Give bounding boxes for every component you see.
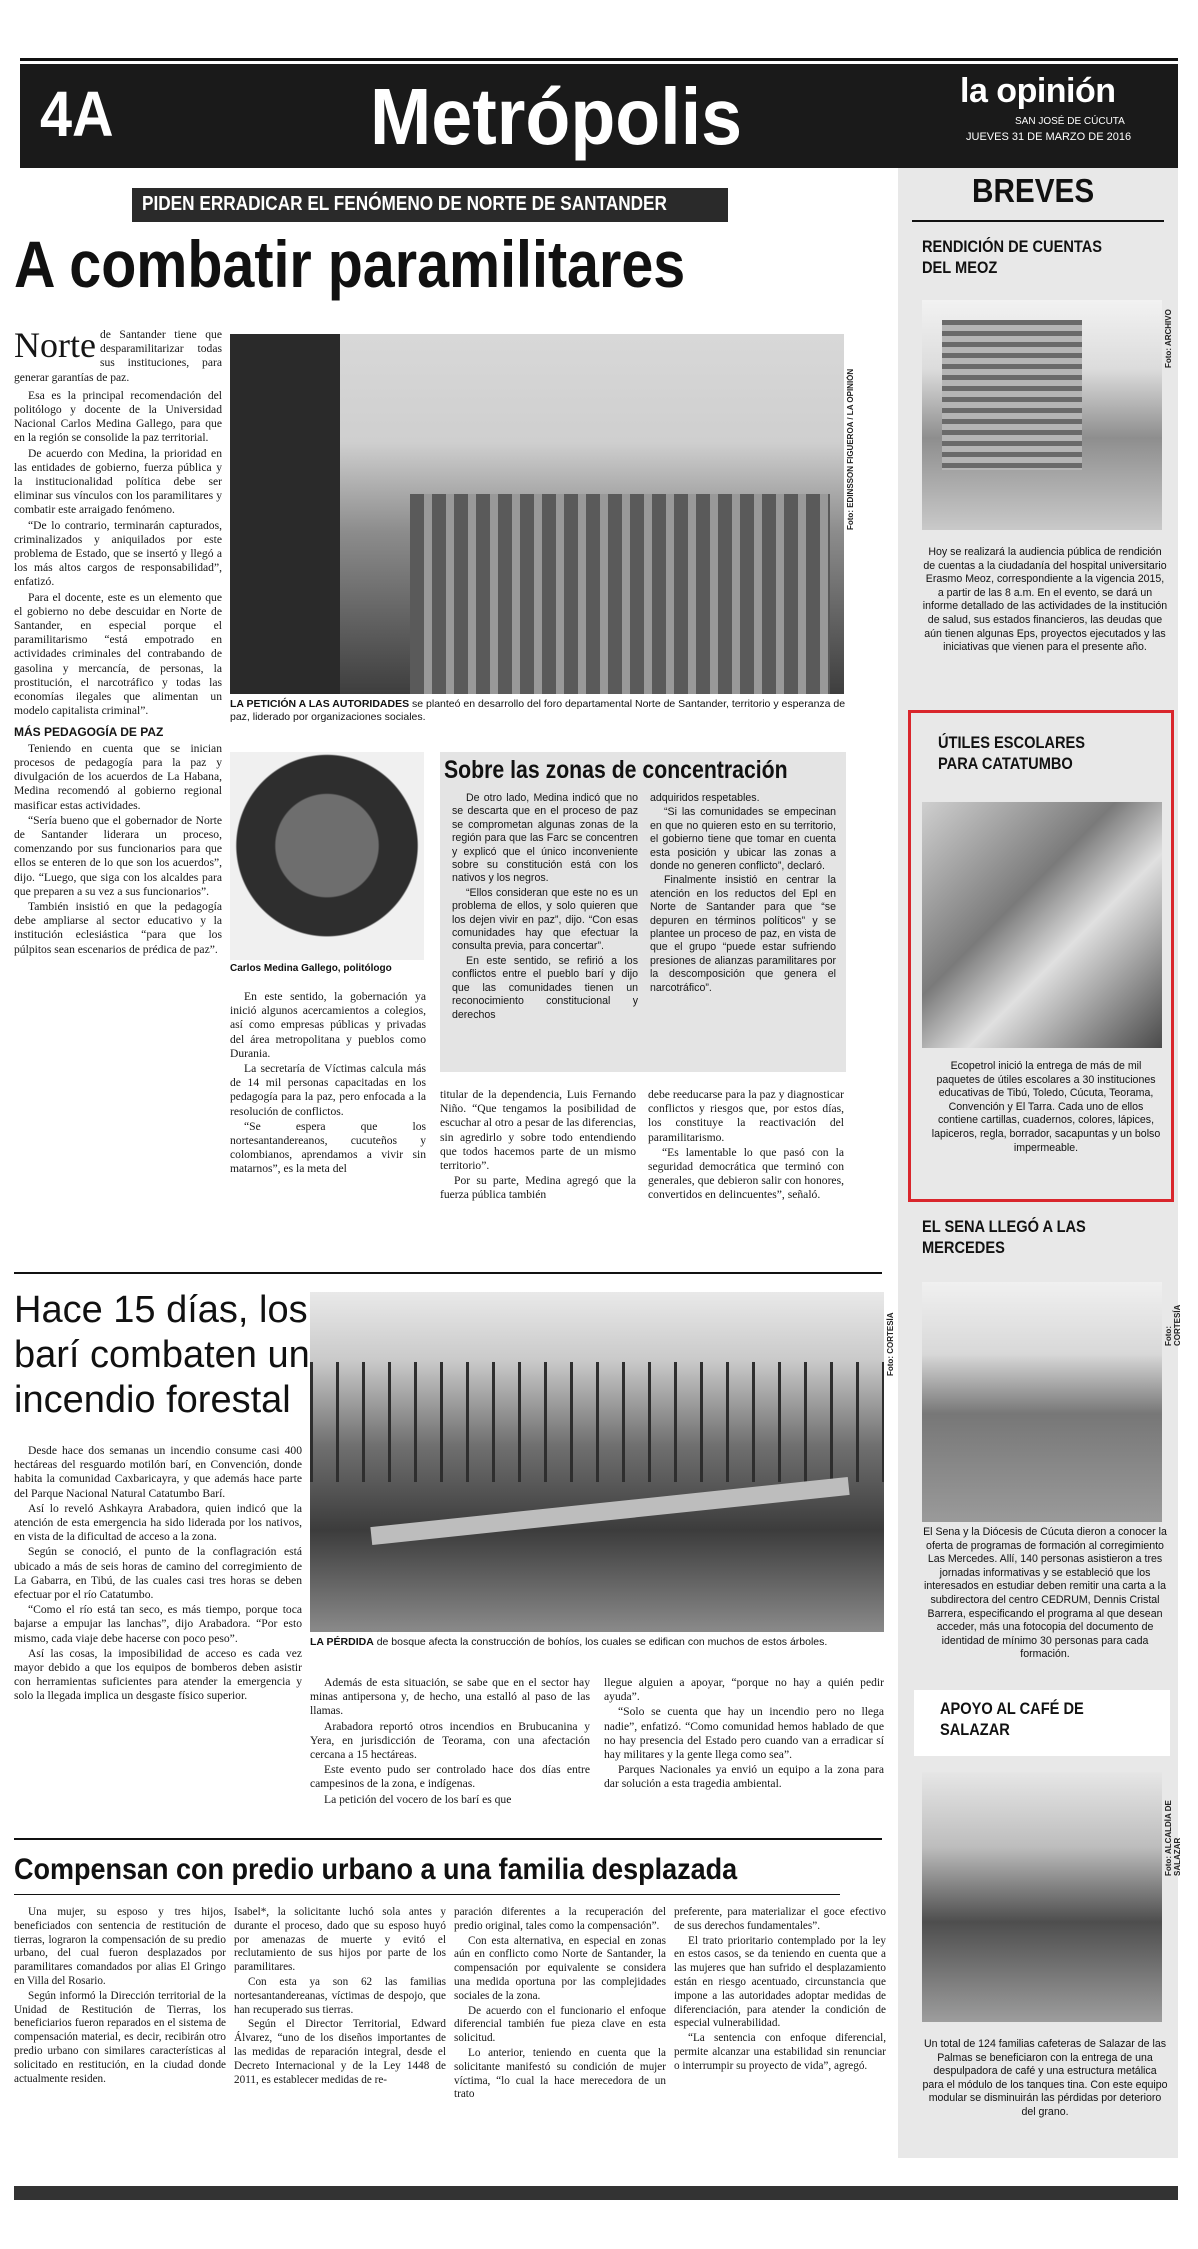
paragraph: “La sentencia con enfoque diferencial, permite alcanzar una estabilidad sin renunciar o interrumpir su proyecto de vida”, agregó. <box>674 2032 886 2072</box>
brief-credit: Foto: CORTESÍA <box>1164 1304 1182 1346</box>
paragraph: “Si las comunidades se empecinan en que no quieren esto en su territorio, el gobierno tiene que tomar en cuenta esta posición y ubicar las zonas a donde no generen conflicto”, declaró. <box>650 806 836 873</box>
brief-body: Hoy se realizará la audiencia pública de rendición de cuentas a la ciudadanía del hospital universitario Erasmo Meoz, correspondiente a la vigencia 2015, a partir de las 8 a.m. En el evento, se dará un informe detallado de las actividades de la institución de salud, sus estados financieros, las deudas que aún tienen algunas Eps, proyectos ejecutados y las iniciativas que vienen para el presente año. <box>922 546 1168 654</box>
paragraph: “De lo contrario, terminarán capturados, criminalizados y aniquilados por este problema de Estado, que se insertó y llegó a los más altos cargos de responsabilidad”, enfatizó. <box>14 518 222 589</box>
paragraph: titular de la dependencia, Luis Fernando Niño. “Que tengamos la posibilidad de escuchar al otro a pesar de las diferencias, sin agredirlo y sobre todo entendiendo que todos hacemos parte de un mismo territorio”. <box>440 1088 636 1173</box>
fire-caption: LA PÉRDIDA de bosque afecta la construcción de bohíos, los cuales se edifican con muchos de estos árboles. <box>310 1636 828 1648</box>
paragraph: También insistió en que la pedagogía debe ampliarse al sector educativo y la institución eclesiástica “para que los púlpitos sean escenarios de prédica de paz”. <box>14 899 222 956</box>
box-col2 <box>650 792 836 996</box>
sena-photo <box>922 1282 1162 1522</box>
paragraph: Lo anterior, teniendo en cuenta que la solicitante manifestó su condición de mujer víctima, “lo cual la hace merecedora de un trato <box>454 2046 666 2101</box>
fire-col3 <box>604 1676 884 1793</box>
subhead: MÁS PEDAGOGÍA DE PAZ <box>14 725 164 740</box>
main-col1: Norte de Santander tiene que desparamilitarizar todas sus instituciones, para generar garantías de paz. Esa es la principal recomendación del politólogo y docente de la Universidad Nacional Carlos Medina Gallego, para que en la región se consolide la paz territorial. De acuerdo con Medina, la prioridad en las entidades de gobierno, fuerza pública y la institucionalidad política debe ser eliminar sus vínculos con los paramilitares y combatir este arraigado fenómeno. “De lo contrario, terminarán capturados, criminalizados y aniquilados por este problema de Estado, que se insertó y llegó a los más altos cargos de responsabilidad”, enfatizó. Para el docente, este es un elemento que el gobierno no debe descuidar en Norte de Santander, en especial porque el paramilitarismo “está empotrado en actividades criminales del contrabando de gasolina y mercancía, de personas, la prostitución, el narcotráfico y todas las economías ilegales que alimentan un modelo capitalista criminal”. MÁS PEDAGOGÍA DE PAZ Teniendo en cuenta que se inician procesos de pedagogía para la paz y divulgación de los acuerdos de La Habana, Medina recomendó al gobierno regional masificar estas actividades. “Sería bueno que el gobernador de Norte de Santander liderara un proceso, comenzando por sus funcionarios para que ellos se enteren de lo que son los acuerdos”, dijo. “Luego, que siga con los alcaldes para que preparen a su vez a sus funcionarios”. También insistió en que la pedagogía debe ampliarse al sector educativo y la institución eclesiástica “para que los púlpitos sean escenarios de prédica de paz”. <box>14 325 222 956</box>
box-title: Sobre las zonas de concentración <box>444 756 788 784</box>
photo-credit: Foto: EDINSSON FIGUEROA / LA OPINIÓN <box>846 368 855 530</box>
brief-title: RENDICIÓN DE CUENTAS DEL MEOZ <box>922 237 1103 277</box>
paragraph: Con esta alternativa, en especial en zonas aún en conflicto como Norte de Santander, la compensación por equivalente se considera una medida oportuna por las complejidades sociales de la zona. <box>454 1934 666 2002</box>
paragraph: “Como el río está tan seco, es más tiempo, porque toca bajarse a empujar las lanchas”, dijo Arabadora. “Por esto mismo, cada viaje debe hacerse con poco peso”. <box>14 1603 302 1645</box>
brand-logo: la opinión <box>960 72 1116 110</box>
fire-headline: Hace 15 días, los barí combaten un incendio forestal <box>14 1289 310 1421</box>
paragraph: Por su parte, Medina agregó que la fuerza pública también <box>440 1174 636 1202</box>
brief-title: EL SENA LLEGÓ A LAS MERCEDES <box>922 1217 1086 1257</box>
forum-photo <box>230 334 844 694</box>
land-col4 <box>674 1906 886 2075</box>
paragraph: Una mujer, su esposo y tres hijos, beneficiados con sentencia de restitución de tierras, lograron la compensación de su predio urbano, del cual fueron desplazados por paramilitares comandados por alias El Gringo en Villa del Rosario. <box>14 1906 226 1987</box>
fire-col1 <box>14 1444 302 1705</box>
paragraph: Teniendo en cuenta que se inician procesos de pedagogía para la paz y divulgación de los acuerdos de La Habana, Medina recomendó al gobierno regional masificar estas actividades. <box>14 741 222 812</box>
header-date: JUEVES 31 DE MARZO DE 2016 <box>966 131 1132 143</box>
paragraph: De otro lado, Medina indicó que no se descarta que en el proceso de paz se comprometan algunas zonas de la región para que las Farc se concentren y explicó que el único inconveniente sobre su constitución está con los nativos y los negros. <box>452 792 638 885</box>
headline-underline <box>14 1894 840 1895</box>
page-number: 4A <box>40 78 114 150</box>
brief-body: Ecopetrol inició la entrega de más de mil paquetes de útiles escolares a 30 instituciones educativas de Tibú, Toledo, Cúcuta, Teorama, Convención y El Tarra. Cada uno de ellos contiene cartillas, cuadernos, colores, lápices, lapiceros, regla, borrador, sacapuntas y un bolso impermeable. <box>931 1060 1161 1154</box>
portrait-photo <box>230 752 424 960</box>
brief-body: El Sena y la Diócesis de Cúcuta dieron a conocer la oferta de programas de formación al corregimiento Las Mercedes. Allí, 140 personas asistieron a tres jornadas informativas y se estableció que los interesados en estudiar deben remitir una carta a la subdirectora del centro CEDRUM, Dennis Cristal Barrera, especificando el programa al que desean acceder, más una fotocopia del documento de identidad de mínimo 30 personas para cada formación. <box>923 1526 1167 1661</box>
paragraph: “Se espera que los nortesantandereanos, cucuteños y colombianos, aprendamos a vivir sin matarnos”, es la meta del <box>230 1119 426 1176</box>
paragraph: Según se conoció, el punto de la conflagración está ubicado a más de seis horas de camino del corregimiento de La Gabarra, en Tibú, de las cuales casi tres horas se deben efectuar por el río Catatumbo. <box>14 1545 302 1602</box>
paragraph: La petición del vocero de los barí es que <box>324 1792 512 1806</box>
portrait-caption: Carlos Medina Gallego, politólogo <box>230 963 392 974</box>
land-col3 <box>454 1906 666 2103</box>
school-supplies-photo <box>922 802 1162 1048</box>
paragraph: El trato prioritario contemplado por la ley en estos casos, se da teniendo en cuenta que a las mujeres que han sufrido el desplazamiento están en riesgo acentuado, circunstancia que impone a las autoridades adoptar medidas de diferenciación, para atender la condición de especial vulnerabilidad. <box>674 1934 886 2030</box>
bottom-rule <box>14 2186 1178 2200</box>
paragraph: “Ellos consideran que este no es un problema de ellos, y solo quieren que los dejen vivir en paz”, dijo. “Con esas comunidades hay que efectuar la consulta previa, para concertar”. <box>452 886 638 953</box>
briefs-title: BREVES <box>972 172 1095 209</box>
header-city: SAN JOSÉ DE CÚCUTA <box>1015 116 1125 127</box>
brief-credit: Foto: ALCALDÍA DE SALAZAR <box>1164 1800 1182 1876</box>
fire-col2 <box>310 1676 590 1808</box>
divider <box>14 1838 882 1840</box>
paragraph: preferente, para materializar el goce efectivo de sus derechos fundamentales”. <box>674 1906 886 1932</box>
divider <box>14 1272 882 1274</box>
paragraph: Con esta ya son 62 las familias nortesantandereanas, víctimas de despojo, que han recuperado sus tierras. <box>234 1975 446 2016</box>
paragraph: Este evento pudo ser controlado hace dos días entre campesinos de la zona, e indígenas. <box>310 1763 590 1791</box>
brief-credit: Foto: ARCHIVO <box>1164 309 1173 368</box>
paragraph: “Solo se cuenta que hay un incendio pero no llega nadie”, enfatizó. “Como comunidad hemos hablado de que no hay presencia del Estado pero cuando van a erradicar sí hay militares y la gente llega como sea”. <box>604 1705 884 1762</box>
paragraph: Isabel*, la solicitante luchó sola antes y durante el proceso, dado que su esposo huyó por amenazas de muerte y evitó el reclutamiento de sus hijos por parte de los paramilitares. <box>234 1906 446 1974</box>
paragraph: “Es lamentable lo que pasó con la seguridad democrática que terminó con generales, que debieron salir con honores, convertidos en delincuentes”, señaló. <box>648 1145 844 1202</box>
main-col4 <box>648 1088 844 1204</box>
main-headline: A combatir paramilitares <box>14 227 686 301</box>
main-col3 <box>440 1088 636 1204</box>
section-title: Metrópolis <box>370 72 743 161</box>
paragraph: De acuerdo con Medina, la prioridad en las entidades de gobierno, fuerza pública y la institucionalidad política debe ser eliminar sus vínculos con los paramilitares y combatir este arraigado fenómeno. <box>14 446 222 517</box>
paragraph: “Sería bueno que el gobernador de Norte de Santander liderara un proceso, comenzando por sus funcionarios para que ellos se enteren de lo que son los acuerdos”, dijo. “Luego, que siga con los alcaldes para que preparen a su vez a sus funcionarios”. <box>14 813 222 898</box>
paragraph: En este sentido, se refirió a los conflictos entre el pueblo barí y dijo que las comunidades tienen un reconocimiento constitucional y derechos <box>452 954 638 1021</box>
paragraph: Desde hace dos semanas un incendio consume casi 400 hectáreas del resguardo motilón barí, en Convención, donde habita la comunidad Caxbaricayra, y que además hace parte del Parque Nacional Natural Catatumbo Barí. <box>14 1444 302 1500</box>
paragraph: Según informó la Dirección territorial de la Unidad de Restitución de Tierras, los beneficiarios fueron reparados en el sistema de compensación material, es decir, recibirán otro predio urbano con similares características al solicitado en restitución, en la ciudad donde actualmente residen. <box>14 1989 226 2085</box>
fire-photo <box>310 1292 884 1632</box>
briefs-rule <box>912 220 1164 222</box>
paragraph: Arabadora reportó otros incendios en Brubucanina y Yera, en jurisdicción de Teorama, con una afectación cercana a 15 hectáreas. <box>310 1719 590 1762</box>
paragraph: La secretaría de Víctimas calcula más de 14 mil personas capacitadas en los pedagogía para la paz, pero enfocada a la resolución de conflictos. <box>230 1062 426 1118</box>
paragraph: De acuerdo con el funcionario el enfoque diferencial también fue pieza clave en esta solicitud. <box>454 2004 666 2045</box>
paragraph: Parques Nacionales ya envió un equipo a la zona para dar solución a esta tragedia ambiental. <box>604 1763 884 1791</box>
paragraph: adquiridos respetables. <box>650 792 760 804</box>
fire-credit: Foto: CORTESÍA <box>886 1312 895 1376</box>
main-col2 <box>230 990 426 1178</box>
paragraph: Además de esta situación, se sabe que en el sector hay minas antipersona y, de hecho, una estalló al paso de las llamas. <box>310 1676 590 1718</box>
dropcap-word: Norte <box>14 325 96 365</box>
paragraph: Finalmente insistió en centrar la atención en los reductos del Epl en Norte de Santander para que “se depuren en términos políticos” y se plantee un proceso de paz, en vista de que el grupo “puede estar sufriendo presiones de alianzas paramilitares por la descomposición que genera el narcotráfico”. <box>650 874 836 994</box>
brief-title: ÚTILES ESCOLARES PARA CATATUMBO <box>938 733 1086 773</box>
coffee-photo <box>922 1772 1162 2022</box>
paragraph: Esa es la principal recomendación del politólogo y docente de la Universidad Nacional Carlos Medina Gallego, para que en la región se consolide la paz territorial. <box>14 388 222 445</box>
hospital-photo <box>922 300 1162 530</box>
brief-title: APOYO AL CAFÉ DE SALAZAR <box>940 1699 1084 1739</box>
paragraph: debe reeducarse para la paz y diagnosticar conflictos y riesgos que, por estos días, los constituye la reactivación del paramilitarismo. <box>648 1088 844 1144</box>
paragraph: Para el docente, este es un elemento que el gobierno no debe descuidar en Norte de Santander, en especial porque el paramilitarismo “está empotrado en actividades criminales del contrabando de gasolina y mercancía, de personas, la prostitución, el narcotráfico y todas las economías ilegales que alimentan un modelo capitalista criminal”. <box>14 590 222 718</box>
box-col1 <box>452 792 638 1023</box>
top-rule <box>20 58 1178 61</box>
paragraph: paración diferentes a la recuperación del predio original, tales como la compensación”. <box>454 1906 666 1932</box>
paragraph: En este sentido, la gobernación ya inició algunos acercamientos a colegios, así como empresas públicas y privadas del área metropolitana y pueblos como Durania. <box>230 990 426 1060</box>
land-col1 <box>14 1906 226 2087</box>
paragraph: llegue alguien a apoyar, “porque no hay a quién pedir ayuda”. <box>604 1676 884 1704</box>
paragraph: Así las cosas, la imposibilidad de acceso es cada vez mayor debido a que los equipos de bomberos deben asistir con herramientas suficientes para atender la emergencia y solo la llegada implica un desgaste físico superior. <box>14 1646 302 1703</box>
forum-caption: LA PETICIÓN A LAS AUTORIDADES se planteó en desarrollo del foro departamental Norte de Santander, territorio y esperanza de paz, liderado por organizaciones sociales. <box>230 698 846 723</box>
paragraph: Así lo reveló Ashkayra Arabadora, quien indicó que la atención de esta emergencia ha sido liderada por los nativos, en vista de la dificultad de acceso a la zona. <box>14 1501 302 1544</box>
main-kicker: PIDEN ERRADICAR EL FENÓMENO DE NORTE DE SANTANDER <box>142 193 667 215</box>
land-headline: Compensan con predio urbano a una familia desplazada <box>14 1853 738 1886</box>
paragraph: Según el Director Territorial, Edward Álvarez, “uno de los diseños importantes de las medidas de reparación integral, desde el Decreto Internacional y de la Ley 1448 de 2011, es establecer medidas de re- <box>234 2018 446 2086</box>
brief-body: Un total de 124 familias cafeteras de Salazar de las Palmas se beneficiaron con la entrega de una despulpadora de café y una estructura metálica para el módulo de los tanques tina. Con este equipo modular se disminuirán las pérdidas por deterioro del grano. <box>922 2038 1168 2118</box>
land-col2 <box>234 1906 446 2088</box>
